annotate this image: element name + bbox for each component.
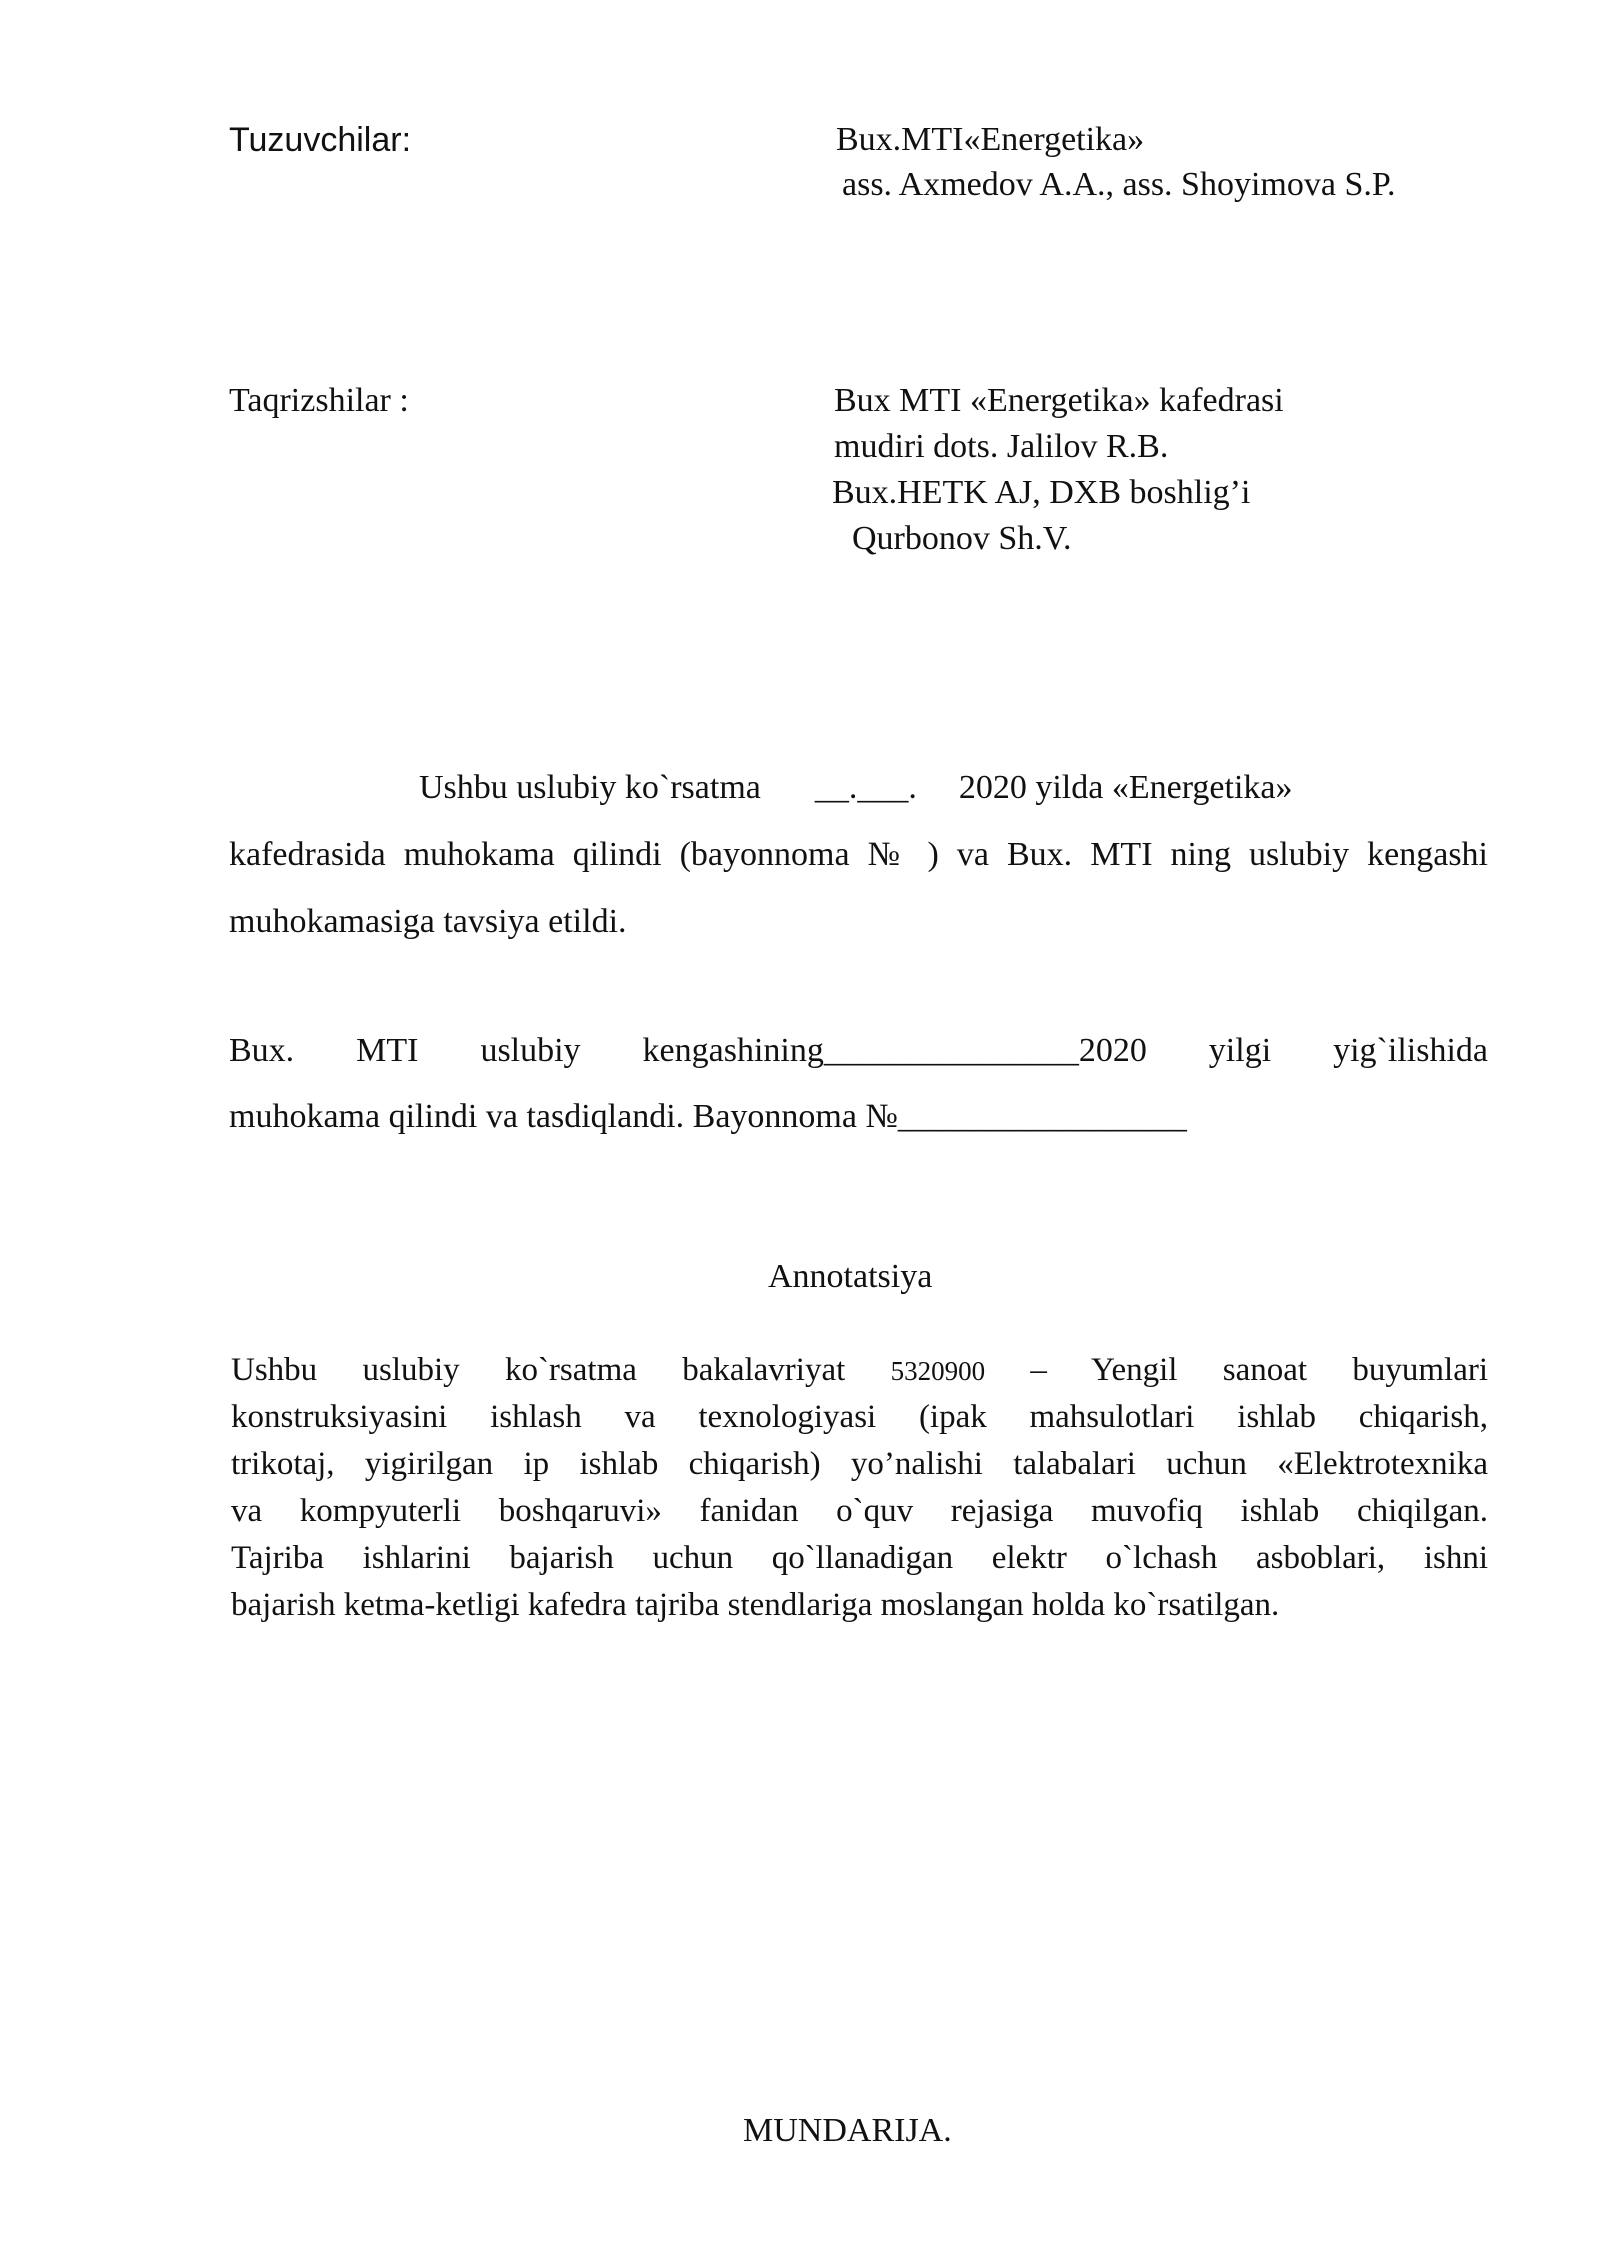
authors-institution: Bux.MTI«Energetika» (836, 121, 1145, 158)
approval-line-1: Bux. MTI uslubiy kengashining_______________2020 yilgi yig`ilishida (229, 1032, 1488, 1069)
discussion-line-1-start: Ushbu uslubiy ko`rsatma (419, 769, 761, 806)
discussion-line-1 (419, 769, 1292, 807)
reviewer-line-3: Bux.HETK AJ, DXB boshlig’i (832, 474, 1251, 511)
authors-label: Tuzuvchilar: (229, 121, 412, 159)
reviewer-line-1: Bux MTI «Energetika» kafedrasi (834, 382, 1284, 419)
annotation-line-3: trikotaj, yigirilgan ip ishlab chiqarish) yo’nalishi talabalari uchun «Elektrotexnika (231, 1446, 1488, 1482)
annotation-line-5: Tajriba ishlarini bajarish uchun qo`llanadigan elektr o`lchash asboblari, ishni (231, 1540, 1488, 1576)
reviewer-line-4: Qurbonov Sh.V. (852, 520, 1072, 557)
contents-title: MUNDARIJA. (743, 2112, 952, 2149)
annotation-title: Annotatsiya (768, 1258, 933, 1295)
authors-names: ass. Axmedov A.A., ass. Shoyimova S.P. (842, 166, 1396, 203)
discussion-line-1-end: 2020 yilda «Energetika» (958, 769, 1293, 806)
annotation-line-4: va kompyuterli boshqaruvi» fanidan o`quv rejasiga muvofiq ishlab chiqilgan. (231, 1493, 1488, 1529)
annotation-line-6: bajarish ketma-ketligi kafedra tajriba stendlariga moslangan holda ko`rsatilgan. (231, 1587, 1280, 1623)
discussion-line-3: muhokamasiga tavsiya etildi. (229, 903, 627, 940)
annotation-line-1-start: Ushbu uslubiy ko`rsatma bakalavriyat (231, 1352, 846, 1388)
approval-line-2: muhokama qilindi va tasdiqlandi. Bayonnoma №_________________ (229, 1098, 1187, 1135)
discussion-line-2: kafedrasida muhokama qilindi (bayonnoma № ) va Bux. MTI ning uslubiy kengashi (229, 836, 1488, 873)
reviewers-label: Taqrizshilar : (229, 382, 409, 419)
annotation-line-1 (231, 1352, 1488, 1389)
reviewer-line-2: mudiri dots. Jalilov R.B. (834, 428, 1169, 465)
annotation-line-2: konstruksiyasini ishlash va texnologiyasi (ipak mahsulotlari ishlab chiqarish, (231, 1399, 1488, 1435)
annotation-line-1-end: – Yengil sanoat buyumlari (1030, 1352, 1488, 1388)
specialty-code: 5320900 (890, 1356, 986, 1386)
discussion-date-blank: __.___. (814, 769, 917, 806)
